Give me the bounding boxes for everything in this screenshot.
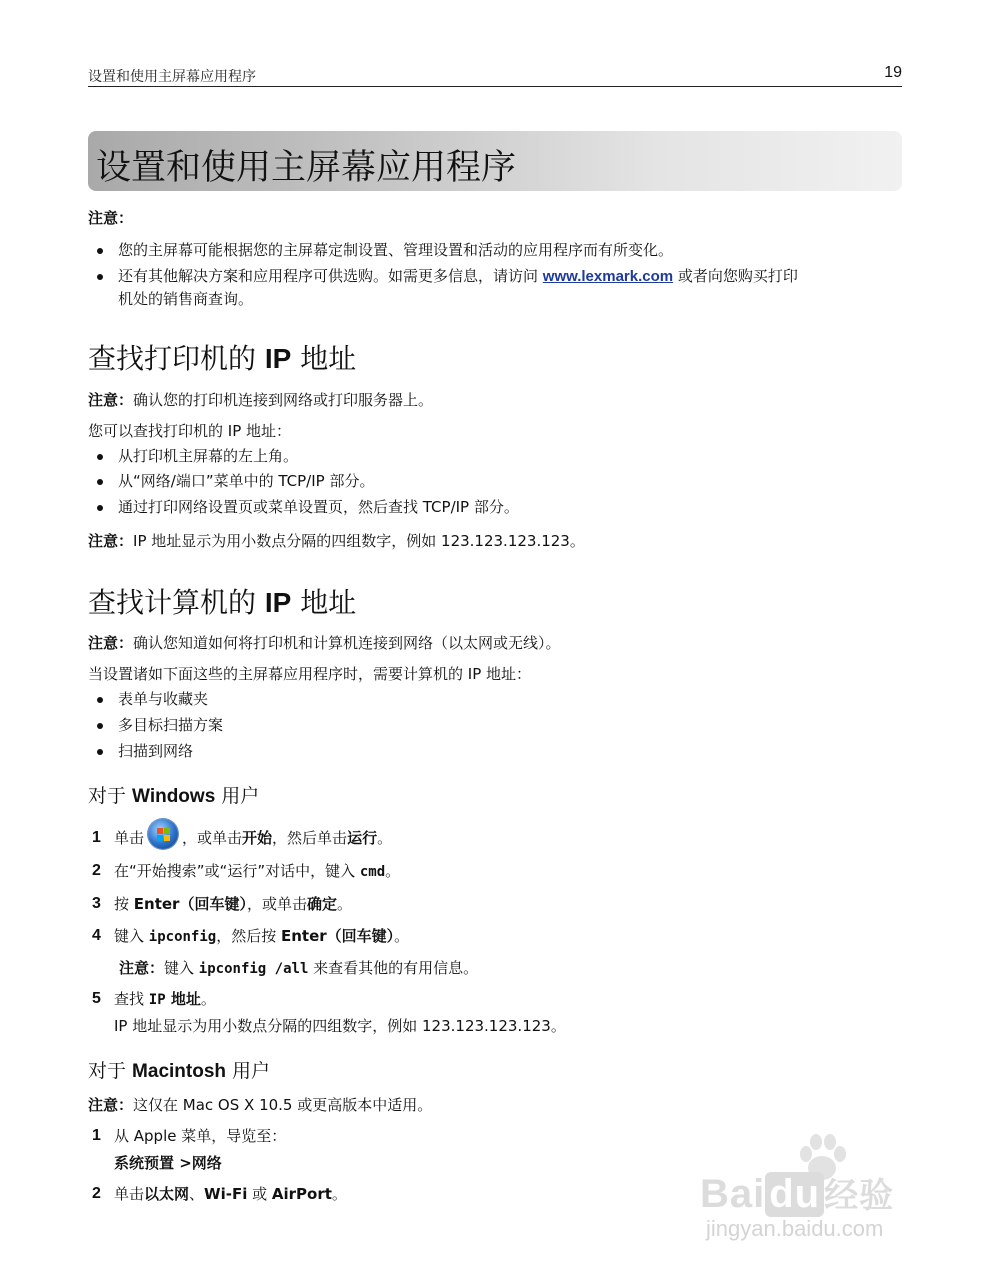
baidu-watermark [700, 1130, 940, 1240]
bullet-dot [97, 274, 103, 280]
windows-start-orb-icon [148, 819, 178, 849]
intro-note-label: 注意： [88, 209, 134, 227]
section-heading-computer-ip: 查找计算机的 IP 地址 [88, 586, 357, 619]
subsection-heading-mac: 对于 Macintosh 用户 [88, 1060, 271, 1082]
bullet-dot [97, 749, 103, 755]
windows-step-4-note: 注意：键入 ipconfig /all 来查看其他的有用信息。 [119, 959, 479, 977]
mac-step-1-path: 系统预置 >网络 [114, 1154, 222, 1172]
bullet-dot [97, 248, 103, 254]
bullet-dot [97, 505, 103, 511]
chapter-title: 设置和使用主屏幕应用程序 [96, 148, 517, 188]
running-header-title: 设置和使用主屏幕应用程序 [88, 69, 256, 85]
subsection-heading-windows: 对于 Windows 用户 [88, 785, 260, 807]
windows-step-5-detail: IP 地址显示为用小数点分隔的四组数字，例如 123.123.123.123。 [114, 1017, 566, 1035]
baidu-watermark-url: jingyan.baidu.com [706, 1216, 884, 1241]
section-heading-printer-ip: 查找打印机的 IP 地址 [88, 342, 357, 375]
computer-ip-lead: 当设置诸如下面这些的主屏幕应用程序时，需要计算机的 IP 地址： [88, 665, 532, 683]
bullet-dot [97, 454, 103, 460]
printer-ip-note-2: 注意：IP 地址显示为用小数点分隔的四组数字，例如 123.123.123.123。 [88, 532, 585, 550]
running-header [88, 64, 902, 87]
bullet-dot [97, 723, 103, 729]
printer-ip-lead: 您可以查找打印机的 IP 地址： [88, 422, 292, 440]
bullet-dot [97, 697, 103, 703]
chapter-title-band [88, 131, 902, 191]
bullet-dot [97, 479, 103, 485]
baidu-watermark-brand: Bai du 经验 [700, 1172, 895, 1216]
computer-ip-note: 注意：确认您知道如何将打印机和计算机连接到网络（以太网或无线）。 [88, 634, 561, 652]
lexmark-link[interactable]: www.lexmark.com [542, 268, 674, 285]
mac-note: 注意：这仅在 Mac OS X 10.5 或更高版本中适用。 [88, 1096, 433, 1114]
page-number: 19 [884, 64, 902, 81]
printer-ip-note: 注意：确认您的打印机连接到网络或打印服务器上。 [88, 391, 434, 409]
